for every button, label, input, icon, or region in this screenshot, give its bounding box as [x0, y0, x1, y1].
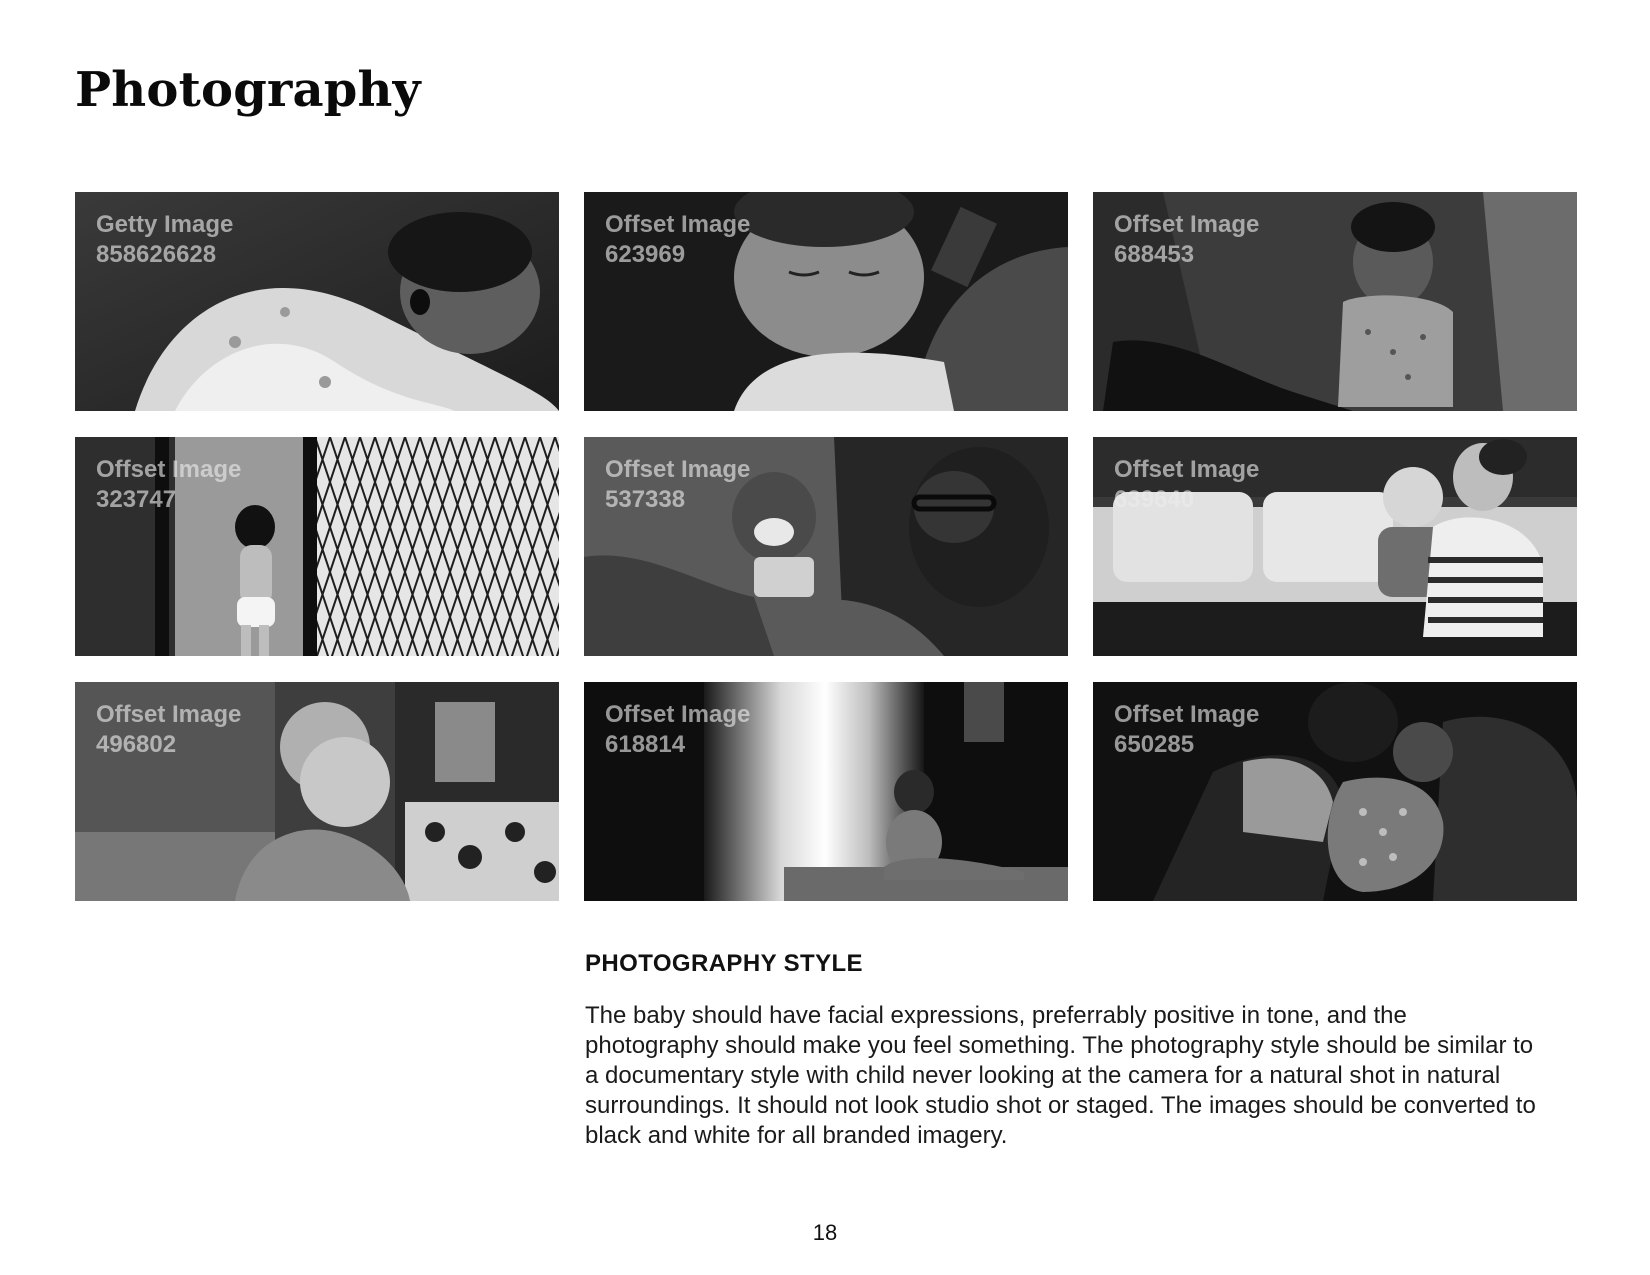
photo-id: 858626628: [96, 241, 217, 268]
photo-caption: [96, 210, 233, 270]
photo-tile-8: [584, 682, 1068, 901]
section-body: The baby should have facial expressions, preferrably positive in tone, and the photography should make you feel something. The photography style should be similar to a documentary style with child never looking at the camera for a natural shot in natural surroundings. It should not look studio shot or staged. The images should be converted to black and white for all branded imagery.: [585, 1002, 1536, 1149]
photo-source: Offset Image: [1114, 211, 1260, 238]
photo-source: Offset Image: [96, 456, 242, 483]
photo-id: 688453: [1114, 241, 1195, 268]
photo-id: 496802: [96, 731, 177, 758]
photo-tile-2: [584, 192, 1068, 411]
photo-caption: [605, 210, 750, 270]
photo-source: Offset Image: [96, 701, 242, 728]
photo-tile-1: [75, 192, 559, 411]
photo-caption: [605, 700, 750, 760]
photo-tile-6: [1093, 437, 1577, 656]
photo-grid: [75, 192, 1577, 901]
photo-source: Offset Image: [1114, 456, 1260, 483]
page-number: 18: [812, 1220, 838, 1245]
photo-tile-9: [1093, 682, 1577, 901]
photo-source: Offset Image: [605, 701, 751, 728]
photo-id: 537338: [605, 486, 686, 513]
photo-tile-3: [1093, 192, 1577, 411]
photo-source: Offset Image: [1114, 701, 1260, 728]
section-heading: PHOTOGRAPHY STYLE: [585, 950, 863, 977]
page-title: Photography: [75, 62, 421, 118]
photo-id: 639640: [1114, 486, 1195, 513]
photo-caption: [1114, 455, 1259, 515]
photo-source: Offset Image: [605, 211, 751, 238]
photo-caption: [96, 455, 241, 515]
photo-id: 623969: [605, 241, 686, 268]
photo-source: Getty Image: [96, 211, 234, 238]
photo-caption: [1114, 700, 1259, 760]
photo-source: Offset Image: [605, 456, 751, 483]
photography-style-section: [585, 950, 1545, 1151]
photo-caption: [605, 455, 750, 515]
photo-id: 650285: [1114, 731, 1195, 758]
photo-tile-4: [75, 437, 559, 656]
photo-id: 618814: [605, 731, 686, 758]
photo-id: 323747: [96, 486, 177, 513]
photo-tile-7: [75, 682, 559, 901]
photo-caption: [96, 700, 241, 760]
photo-caption: [1114, 210, 1259, 270]
photo-tile-5: [584, 437, 1068, 656]
